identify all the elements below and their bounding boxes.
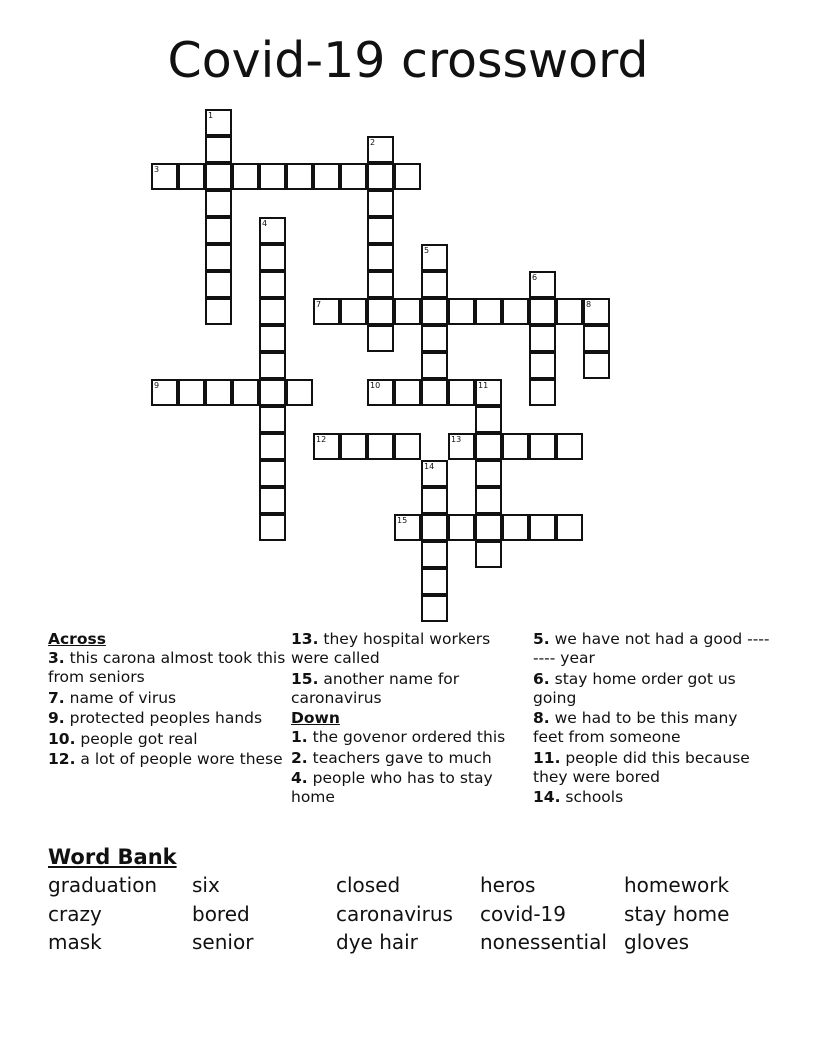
word-bank-item: gloves — [624, 930, 690, 954]
clue-number: 9 — [154, 381, 160, 390]
clue-number: 10 — [370, 381, 381, 390]
clue-number: 15 — [397, 516, 408, 525]
grid-cell[interactable] — [421, 379, 448, 406]
grid-cell[interactable] — [259, 406, 286, 433]
clue-across — [48, 649, 286, 687]
clue-text: schools — [565, 788, 624, 806]
grid-cell[interactable] — [232, 163, 259, 190]
clue-down — [291, 749, 529, 768]
grid-cell[interactable] — [367, 190, 394, 217]
grid-cell[interactable] — [529, 325, 556, 352]
grid-cell[interactable] — [313, 433, 340, 460]
grid-cell[interactable] — [259, 460, 286, 487]
grid-cell[interactable] — [421, 244, 448, 271]
clue-number: 15. — [291, 669, 319, 688]
clue-text: stay home order got us going — [533, 669, 736, 707]
clues-column-1 — [48, 630, 286, 771]
clue-down — [533, 670, 771, 708]
grid-cell[interactable] — [475, 379, 502, 406]
grid-cell[interactable] — [583, 298, 610, 325]
page-title: Covid-19 crossword — [167, 32, 649, 89]
grid-cell[interactable] — [367, 163, 394, 190]
grid-cell[interactable] — [502, 298, 529, 325]
grid-cell[interactable] — [475, 514, 502, 541]
clue-down — [533, 709, 771, 747]
grid-cell[interactable] — [475, 406, 502, 433]
clue-number: 11 — [478, 381, 489, 390]
clue-text: people who has to stay home — [291, 769, 493, 806]
grid-cell[interactable] — [259, 271, 286, 298]
clue-number: 13 — [451, 435, 462, 444]
grid-cell[interactable] — [448, 379, 475, 406]
clue-text: another name for caronavirus — [291, 669, 460, 707]
clue-number: 1 — [208, 111, 214, 120]
clue-text: this carona almost took this from seniors — [48, 649, 286, 686]
word-bank-item: senior — [192, 930, 254, 954]
grid-cell[interactable] — [367, 325, 394, 352]
grid-cell[interactable] — [367, 244, 394, 271]
grid-cell[interactable] — [421, 487, 448, 514]
across-heading: Across — [48, 630, 106, 648]
grid-cell[interactable] — [475, 487, 502, 514]
clue-across — [48, 709, 286, 728]
clue-number: 12 — [316, 435, 327, 444]
grid-cell[interactable] — [394, 433, 421, 460]
clue-number: 12. — [48, 750, 76, 768]
grid-cell[interactable] — [475, 460, 502, 487]
clue-number: 4 — [262, 219, 268, 228]
grid-cell[interactable] — [259, 379, 286, 406]
word-bank-item: dye hair — [336, 930, 418, 954]
clue-number: 4. — [291, 769, 308, 787]
grid-cell[interactable] — [448, 298, 475, 325]
clue-number: 5. — [533, 630, 550, 648]
grid-cell[interactable] — [205, 217, 232, 244]
grid-cell[interactable] — [367, 136, 394, 163]
clues-column-2 — [291, 630, 529, 809]
clue-across — [291, 670, 529, 708]
clue-across — [48, 689, 286, 708]
word-bank-title: Word Bank — [48, 845, 177, 869]
grid-cell[interactable] — [583, 352, 610, 379]
grid-cell[interactable] — [259, 217, 286, 244]
grid-cell[interactable] — [421, 541, 448, 568]
grid-cell[interactable] — [178, 163, 205, 190]
word-bank-item: six — [192, 873, 220, 897]
grid-cell[interactable] — [259, 163, 286, 190]
grid-cell[interactable] — [286, 379, 313, 406]
clue-number: 14. — [533, 788, 561, 806]
clue-number: 3 — [154, 165, 160, 174]
grid-cell[interactable] — [394, 163, 421, 190]
grid-cell[interactable] — [367, 298, 394, 325]
clues-column-3 — [533, 630, 771, 809]
grid-cell[interactable] — [205, 190, 232, 217]
grid-cell[interactable] — [529, 352, 556, 379]
grid-cell[interactable] — [421, 298, 448, 325]
grid-cell[interactable] — [367, 271, 394, 298]
grid-cell[interactable] — [340, 298, 367, 325]
grid-cell[interactable] — [475, 433, 502, 460]
clue-text: people did this because they were bored — [533, 748, 750, 786]
word-bank-item: stay home — [624, 901, 730, 926]
grid-cell[interactable] — [259, 352, 286, 379]
grid-cell[interactable] — [286, 163, 313, 190]
grid-cell[interactable] — [313, 163, 340, 190]
word-bank-item: bored — [192, 901, 250, 926]
grid-cell[interactable] — [205, 244, 232, 271]
grid-cell[interactable] — [259, 298, 286, 325]
word-bank-item: caronavirus — [336, 901, 453, 926]
grid-cell[interactable] — [367, 433, 394, 460]
grid-cell[interactable] — [475, 541, 502, 568]
grid-cell[interactable] — [556, 514, 583, 541]
grid-cell[interactable] — [502, 433, 529, 460]
grid-cell[interactable] — [421, 325, 448, 352]
grid-cell[interactable] — [340, 163, 367, 190]
grid-cell[interactable] — [205, 163, 232, 190]
grid-cell[interactable] — [475, 298, 502, 325]
word-bank-item: mask — [48, 930, 102, 954]
clue-number: 13. — [291, 630, 319, 648]
grid-cell[interactable] — [529, 379, 556, 406]
clue-text: teachers gave to much — [312, 748, 492, 767]
clue-across — [48, 730, 286, 749]
grid-cell[interactable] — [394, 514, 421, 541]
grid-cell[interactable] — [151, 163, 178, 190]
clue-number: 2 — [370, 138, 376, 147]
grid-cell[interactable] — [259, 244, 286, 271]
word-bank-item: graduation — [48, 873, 158, 897]
clue-down — [533, 630, 771, 668]
clue-number: 6 — [532, 273, 538, 282]
grid-cell[interactable] — [529, 271, 556, 298]
clue-number: 1. — [291, 728, 308, 746]
clue-number: 6. — [533, 669, 550, 688]
clue-number: 3. — [48, 649, 65, 667]
clue-down — [291, 728, 529, 747]
grid-cell[interactable] — [421, 352, 448, 379]
clue-number: 7. — [48, 688, 65, 707]
clue-across — [48, 750, 286, 769]
grid-cell[interactable] — [556, 298, 583, 325]
grid-cell[interactable] — [205, 136, 232, 163]
grid-cell[interactable] — [529, 298, 556, 325]
grid-cell[interactable] — [340, 433, 367, 460]
grid-cell[interactable] — [529, 514, 556, 541]
grid-cell[interactable] — [151, 379, 178, 406]
clue-number: 14 — [424, 462, 435, 471]
clue-text: a lot of people wore these — [80, 750, 283, 768]
clue-number: 7 — [316, 300, 322, 309]
clue-number: 5 — [424, 246, 430, 255]
grid-cell[interactable] — [205, 298, 232, 325]
grid-cell[interactable] — [259, 325, 286, 352]
grid-cell[interactable] — [367, 379, 394, 406]
clue-number: 10. — [48, 729, 76, 748]
word-bank-item: crazy — [48, 901, 102, 926]
clue-down — [291, 769, 529, 807]
grid-cell[interactable] — [421, 568, 448, 595]
clue-text: we had to be this many feet from someone — [533, 709, 738, 746]
clue-number: 9. — [48, 709, 65, 727]
clue-down — [533, 788, 771, 807]
grid-cell[interactable] — [259, 487, 286, 514]
clue-text: people got real — [80, 729, 198, 748]
clue-number: 8 — [586, 300, 592, 309]
grid-cell[interactable] — [529, 433, 556, 460]
grid-cell[interactable] — [421, 514, 448, 541]
word-bank-item: homework — [624, 873, 730, 897]
word-bank-item: closed — [336, 873, 401, 897]
clue-number: 8. — [533, 709, 550, 727]
grid-cell[interactable] — [232, 379, 259, 406]
grid-cell[interactable] — [556, 433, 583, 460]
grid-cell[interactable] — [421, 595, 448, 622]
grid-cell[interactable] — [421, 460, 448, 487]
grid-cell[interactable] — [448, 433, 475, 460]
clue-text: they hospital workers were called — [291, 630, 491, 667]
clue-down — [533, 749, 771, 787]
grid-cell[interactable] — [205, 109, 232, 136]
word-bank-item: nonessential — [480, 930, 607, 954]
grid-cell[interactable] — [448, 514, 475, 541]
grid-cell[interactable] — [259, 433, 286, 460]
grid-cell[interactable] — [502, 514, 529, 541]
down-heading: Down — [291, 709, 340, 727]
grid-cell[interactable] — [178, 379, 205, 406]
grid-cell[interactable] — [205, 379, 232, 406]
clue-text: the govenor ordered this — [312, 728, 506, 746]
grid-cell[interactable] — [421, 271, 448, 298]
grid-cell[interactable] — [259, 514, 286, 541]
clue-number: 11. — [533, 748, 561, 767]
grid-cell[interactable] — [313, 298, 340, 325]
grid-cell[interactable] — [394, 379, 421, 406]
clue-text: we have not had a good -------- year — [533, 630, 770, 667]
grid-cell[interactable] — [367, 217, 394, 244]
clue-text: name of virus — [69, 688, 177, 707]
clue-across — [291, 630, 529, 668]
clue-text: protected peoples hands — [69, 709, 263, 727]
grid-cell[interactable] — [583, 325, 610, 352]
grid-cell[interactable] — [394, 298, 421, 325]
grid-cell[interactable] — [205, 271, 232, 298]
word-bank-item: covid-19 — [480, 901, 566, 926]
word-bank-item: heros — [480, 873, 536, 897]
clue-number: 2. — [291, 748, 308, 767]
